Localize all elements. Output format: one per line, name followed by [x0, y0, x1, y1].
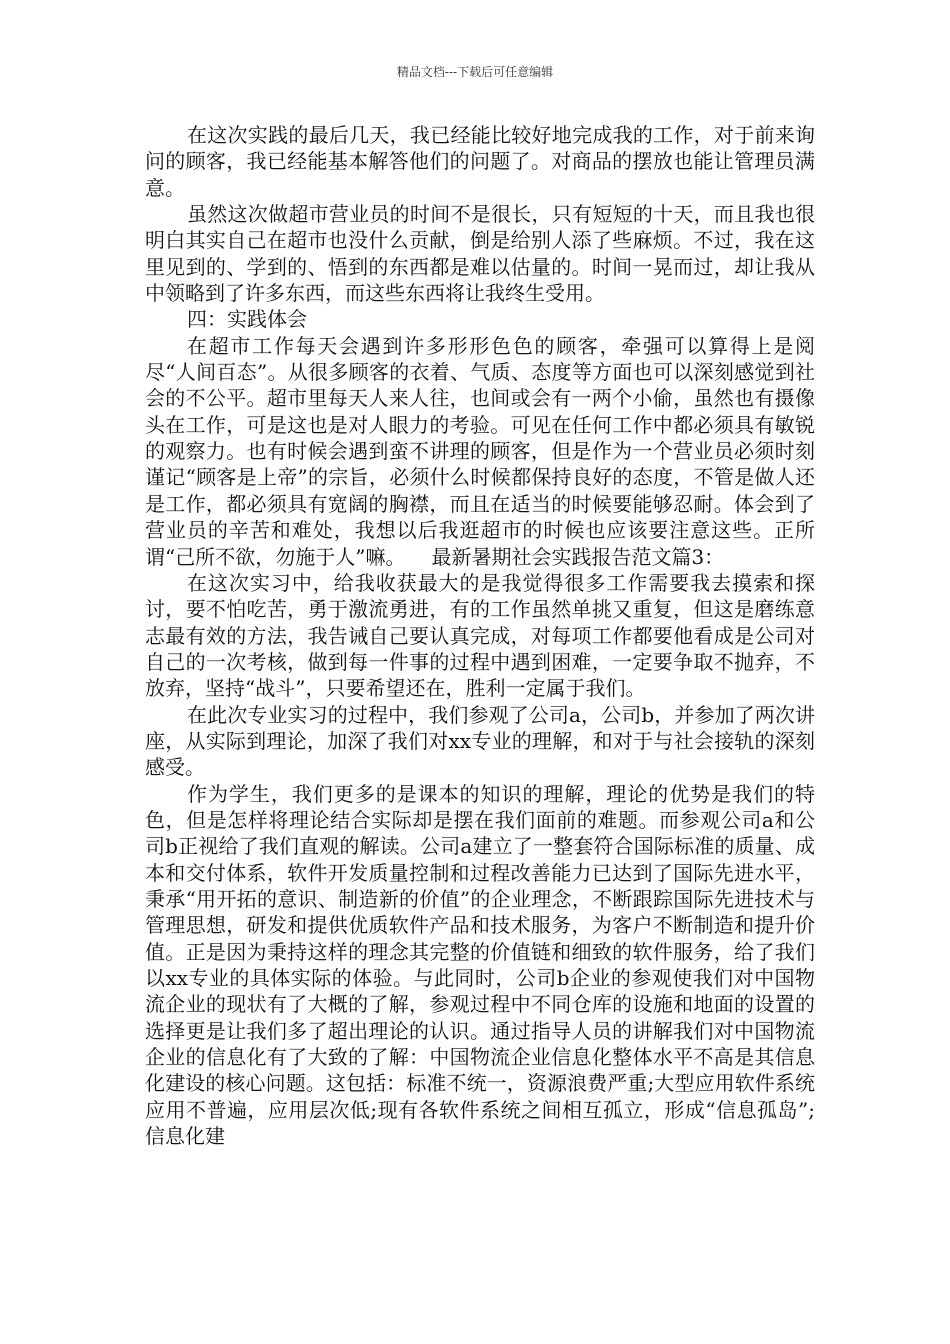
paragraph-internship-gain: 在这次实习中，给我收获最大的是我觉得很多工作需要我去摸索和探讨，要不怕吃苦，勇于激流勇进，有的工作虽然单挑又重复，但这是磨练意志最有效的方法，我告诫自己要认真完成，对每项工作都要他看成是公司对自己的一次考核，做到每一件事的过程中遇到困难，一定要争取不抛弃，不放弃，坚持“战斗”，只要希望还在，胜利一定属于我们。	[145, 570, 815, 701]
paragraph-company-visit: 在此次专业实习的过程中，我们参观了公司a，公司b，并参加了两次讲座，从实际到理论，加深了我们对xx专业的理解，和对于与社会接轨的深刻感受。	[145, 702, 815, 780]
paragraph-supermarket-text: 在超市工作每天会遇到许多形形色色的顾客，牵强可以算得上是阅尽“人间百态”。从很多顾客的衣着、气质、态度等方面也可以深刻感觉到社会的不公平。超市里每天人来人往，也间或会有一两个小偷，虽然也有摄像头在工作，可是这也是对人眼力的考验。可见在任何工作中都必须具有敏锐的观察力。也有时候会遇到蛮不讲理的顾客，但是作为一个营业员必须时刻谨记“顾客是上帝”的宗旨，必须什么时候都保持良好的态度，不管是做人还是工作，都必须具有宽阔的胸襟，而且在适当的时候要能够忍耐。体会到了营业员的辛苦和难处，我想以后我逛超市的时候也应该要注意这些。正所谓“己所不欲，勿施于人”嘛。	[145, 333, 815, 569]
inline-article-title: 最新暑期社会实践报告范文篇3：	[431, 544, 725, 569]
section-heading-practice-experience: 四：实践体会	[187, 307, 307, 332]
paragraph-theory-practice: 作为学生，我们更多的是课本的知识的理解，理论的优势是我们的特色，但是怎样将理论结合实际却是摆在我们面前的难题。而参观公司a和公司b正视给了我们直观的解读。公司a建立了一整套符合国际标准的质量、成本和交付体系，软件开发质量控制和过程改善能力已达到了国际先进水平，秉承“用开拓的意识、制造新的价值”的企业理念，不断跟踪国际先进技术与管理思想，研发和提供优质软件产品和技术服务，为客户不断制造和提升价值。正是因为秉持这样的理念其完整的价值链和细致的软件服务，给了我们以xx专业的具体实际的体验。与此同时，公司b企业的参观使我们对中国物流企业的现状有了大概的了解，参观过程中不同仓库的设施和地面的设置的选择更是让我们多了超出理论的认识。通过指导人员的讲解我们对中国物流企业的信息化有了大致的了解：中国物流企业信息化整体水平不高是其信息化建设的核心问题。这包括：标准不统一，资源浪费严重;大型应用软件系统应用不普遍，应用层次低;现有各软件系统之间相互孤立，形成“信息孤岛”;信息化建	[145, 781, 815, 1149]
paragraph-final-days: 在这次实践的最后几天，我已经能比较好地完成我的工作，对于前来询问的顾客，我已经能基本解答他们的问题了。对商品的摆放也能让管理员满意。	[145, 123, 815, 200]
page-header: 精品文档---下载后可任意编辑	[396, 65, 554, 79]
paragraph-reflection: 虽然这次做超市营业员的时间不是很长，只有短短的十天，而且我也很明白其实自己在超市也没什么贡献，倒是给别人添了些麻烦。不过，我在这里见到的、学到的、悟到的东西都是难以估量的。时间一晃而过，却让我从中领略到了许多东西，而这些东西将让我终生受用。	[145, 202, 815, 306]
paragraph-supermarket-experience	[145, 333, 815, 570]
document-body	[145, 122, 815, 1149]
